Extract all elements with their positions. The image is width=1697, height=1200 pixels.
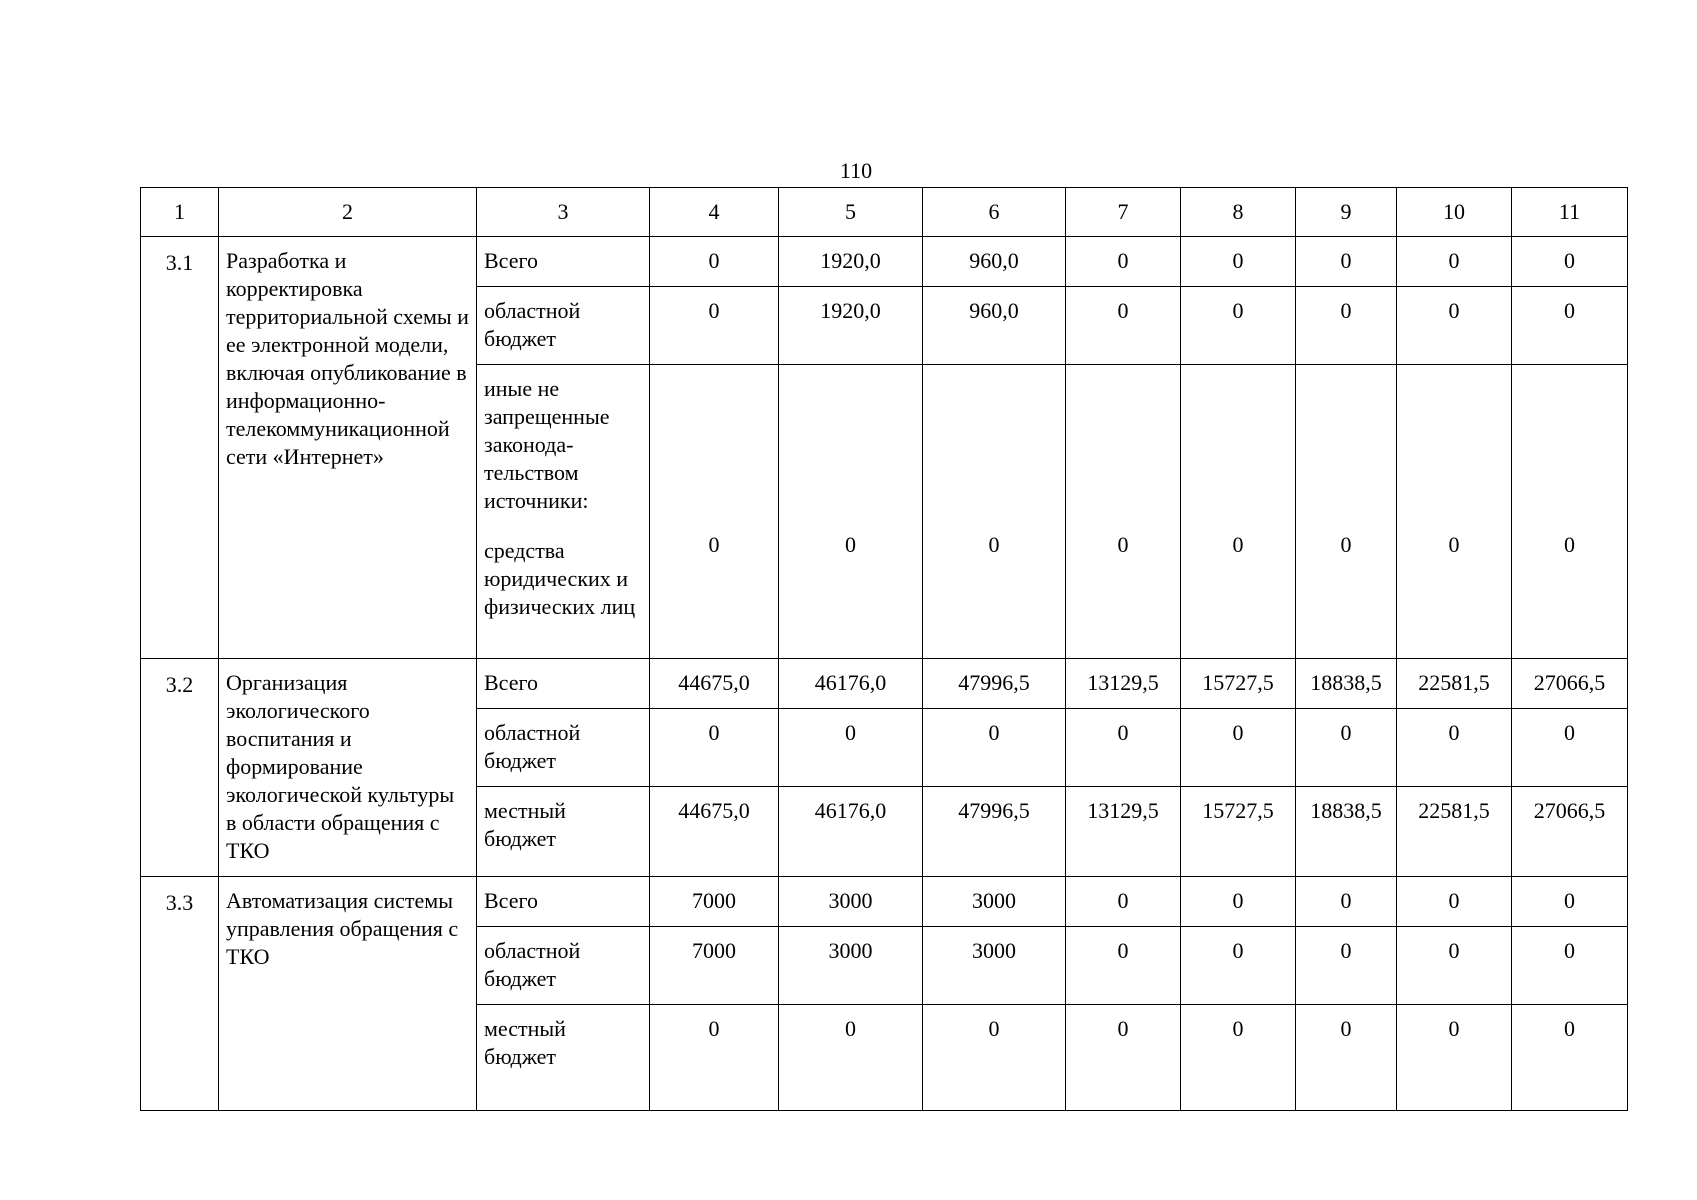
value-cell: 0 [1296,927,1397,1005]
value-cell: 18838,5 [1296,787,1397,877]
value-cell: 47996,5 [923,787,1066,877]
source-label: Всего [477,659,650,709]
value-cell: 0 [1296,365,1397,659]
value-cell: 0 [1066,1005,1181,1111]
item-name: Организация экологического воспитания и формирование экологической культуры в области обращения с ТКО [219,659,477,877]
source-label: областной бюджет [477,927,650,1005]
value-cell: 15727,5 [1181,659,1296,709]
value-cell: 960,0 [923,287,1066,365]
source-label: областной бюджет [477,709,650,787]
value-cell: 0 [1296,287,1397,365]
value-cell: 27066,5 [1512,787,1628,877]
page-number: 110 [839,158,873,183]
source-sublabel: средства юридических и физических лиц [484,538,636,619]
value-cell: 0 [1066,877,1181,927]
value-cell: 0 [1066,365,1181,659]
value-cell: 3000 [923,877,1066,927]
column-header: 1 [141,188,219,237]
source-label: Всего [477,237,650,287]
value-cell: 1920,0 [779,237,923,287]
value-cell: 0 [1397,237,1512,287]
value-cell: 0 [1181,365,1296,659]
value-cell: 0 [923,1005,1066,1111]
value-cell: 0 [1397,877,1512,927]
source-label: Всего [477,877,650,927]
value-cell: 0 [1397,287,1512,365]
value-cell: 0 [779,709,923,787]
table-row [141,659,1628,709]
source-label: иные не запрещенные законода-тельством источники: [484,376,610,513]
value-cell: 960,0 [923,237,1066,287]
value-cell: 0 [650,365,779,659]
value-cell: 46176,0 [779,659,923,709]
column-header: 7 [1066,188,1181,237]
value-cell: 7000 [650,927,779,1005]
table-row [141,237,1628,287]
value-cell: 0 [1066,709,1181,787]
value-cell: 15727,5 [1181,787,1296,877]
value-cell: 27066,5 [1512,659,1628,709]
value-cell: 0 [1397,709,1512,787]
source-label: местный бюджет [477,787,650,877]
value-cell: 0 [1066,237,1181,287]
value-cell: 0 [1296,709,1397,787]
value-cell: 0 [650,1005,779,1111]
value-cell: 0 [650,709,779,787]
value-cell: 0 [1296,237,1397,287]
value-cell: 0 [1296,1005,1397,1111]
value-cell: 0 [1296,877,1397,927]
value-cell: 0 [650,287,779,365]
value-cell: 0 [779,365,923,659]
column-header: 4 [650,188,779,237]
value-cell: 0 [1397,1005,1512,1111]
table-row [141,877,1628,927]
column-header: 2 [219,188,477,237]
value-cell: 0 [1181,877,1296,927]
value-cell: 0 [1181,709,1296,787]
source-label: местный бюджет [477,1005,650,1111]
value-cell: 0 [1181,927,1296,1005]
source-label: областной бюджет [477,287,650,365]
value-cell: 0 [1512,709,1628,787]
value-cell: 0 [1397,927,1512,1005]
value-cell: 46176,0 [779,787,923,877]
source-spacer [484,515,643,537]
value-cell: 3000 [779,927,923,1005]
value-cell: 0 [923,365,1066,659]
column-header: 11 [1512,188,1628,237]
value-cell: 0 [1512,927,1628,1005]
value-cell: 0 [1512,365,1628,659]
column-header: 3 [477,188,650,237]
value-cell: 0 [1181,1005,1296,1111]
value-cell: 0 [1181,287,1296,365]
item-number: 3.2 [141,659,219,877]
column-header: 8 [1181,188,1296,237]
value-cell: 0 [1512,237,1628,287]
value-cell: 44675,0 [650,787,779,877]
value-cell: 44675,0 [650,659,779,709]
value-cell: 18838,5 [1296,659,1397,709]
value-cell: 0 [650,237,779,287]
value-cell: 0 [1512,877,1628,927]
value-cell: 0 [1066,927,1181,1005]
item-number: 3.1 [141,237,219,659]
item-name: Автоматизация системы управления обращения с ТКО [219,877,477,1111]
item-number: 3.3 [141,877,219,1111]
value-cell: 13129,5 [1066,787,1181,877]
value-cell: 0 [779,1005,923,1111]
value-cell: 47996,5 [923,659,1066,709]
item-name: Разработка и корректировка территориальной схемы и ее электронной модели, включая опубликование в информационно-телекоммуникационной сети «Интернет» [219,237,477,659]
source-label-cell [477,365,650,659]
budget-table [140,187,1628,1111]
value-cell: 22581,5 [1397,787,1512,877]
value-cell: 22581,5 [1397,659,1512,709]
value-cell: 0 [1512,287,1628,365]
column-header: 10 [1397,188,1512,237]
value-cell: 1920,0 [779,287,923,365]
column-header: 9 [1296,188,1397,237]
value-cell: 3000 [923,927,1066,1005]
value-cell: 0 [1397,365,1512,659]
value-cell: 0 [1066,287,1181,365]
value-cell: 0 [1512,1005,1628,1111]
column-header: 5 [779,188,923,237]
header-row [141,188,1628,237]
value-cell: 7000 [650,877,779,927]
value-cell: 3000 [779,877,923,927]
column-header: 6 [923,188,1066,237]
value-cell: 0 [1181,237,1296,287]
value-cell: 13129,5 [1066,659,1181,709]
value-cell: 0 [923,709,1066,787]
